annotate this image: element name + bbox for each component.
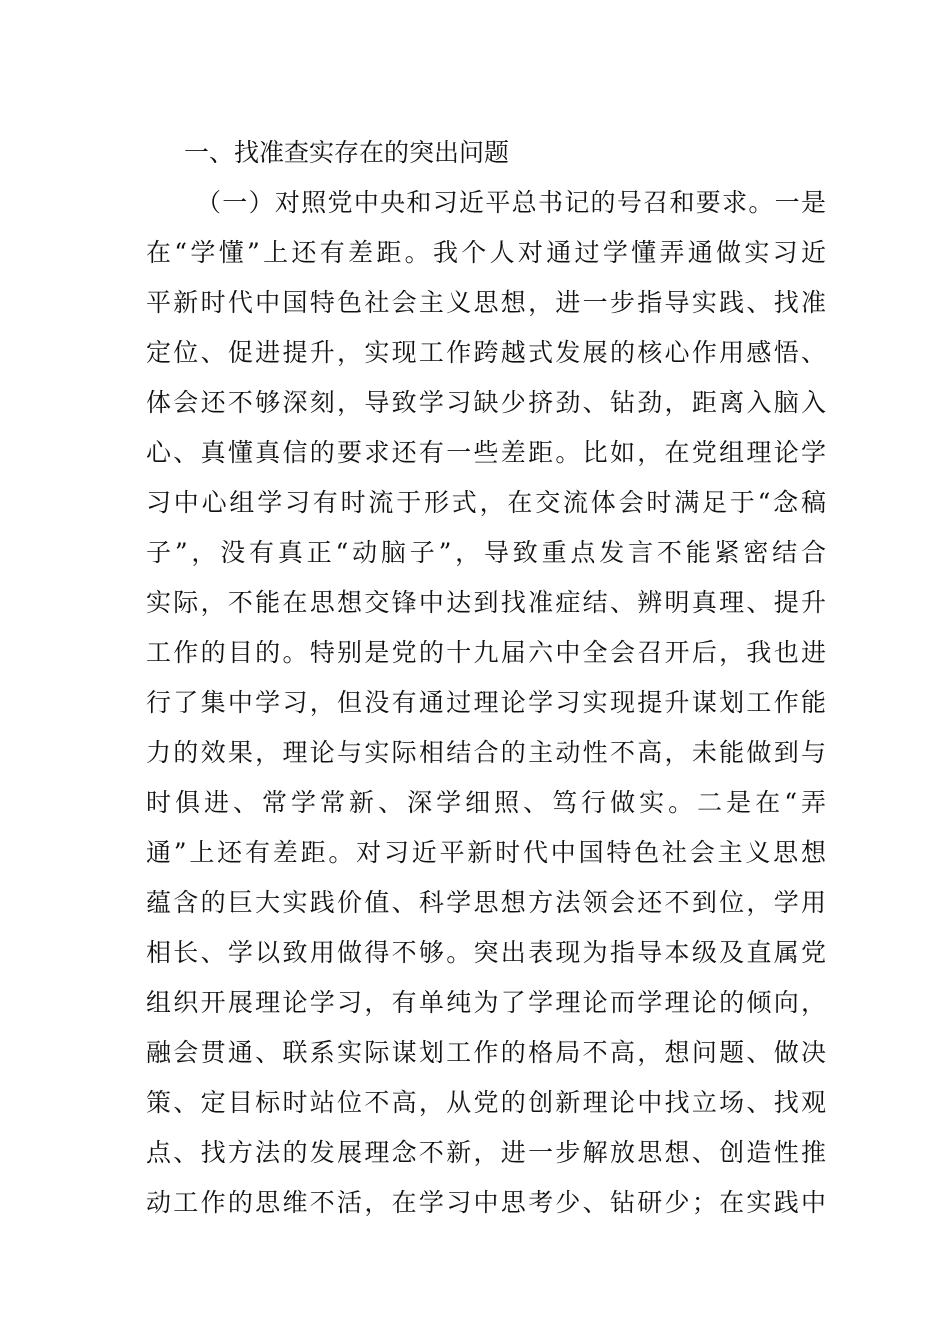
paragraph-line: 策、定目标时站位不高，从党的创新理论中找立场、找观 [146,1088,826,1117]
paragraph-line: 融会贯通、联系实际谋划工作的格局不高，想问题、做决 [146,1038,826,1067]
paragraph-line: 实际，不能在思想交锋中达到找准症结、辨明真理、提升 [146,588,826,617]
paragraph-line: 相长、学以致用做得不够。突出表现为指导本级及直属党 [146,938,826,967]
paragraph-line: （一）对照党中央和习近平总书记的号召和要求。一是 [196,188,826,217]
paragraph-line: 工作的目的。特别是党的十九届六中全会召开后，我也进 [146,638,826,667]
document-body [146,128,826,1228]
paragraph-line: 行了集中学习，但没有通过理论学习实现提升谋划工作能 [146,688,826,717]
paragraph-line: 蕴含的巨大实践价值、科学思想方法领会还不到位，学用 [146,888,826,917]
paragraph-line: 子”，没有真正“动脑子”，导致重点发言不能紧密结合 [146,538,826,567]
paragraph-line: 定位、促进提升，实现工作跨越式发展的核心作用感悟、 [146,338,826,367]
paragraph-line: 组织开展理论学习，有单纯为了学理论而学理论的倾向， [146,988,826,1017]
paragraph-line: 通”上还有差距。对习近平新时代中国特色社会主义思想 [146,838,826,867]
paragraph-line: 心、真懂真信的要求还有一些差距。比如，在党组理论学 [146,438,826,467]
paragraph-line: 动工作的思维不活，在学习中思考少、钻研少；在实践中 [146,1188,826,1217]
paragraph-line: 在“学懂”上还有差距。我个人对通过学懂弄通做实习近 [146,238,826,267]
paragraph-line: 平新时代中国特色社会主义思想，进一步指导实践、找准 [146,288,826,317]
paragraph-line: 习中心组学习有时流于形式，在交流体会时满足于“念稿 [146,488,826,517]
paragraph-line: 时俱进、常学常新、深学细照、笃行做实。二是在“弄 [146,788,826,817]
paragraph-line: 力的效果，理论与实际相结合的主动性不高，未能做到与 [146,738,826,767]
paragraph-line: 体会还不够深刻，导致学习缺少挤劲、钻劲，距离入脑入 [146,388,826,417]
section-heading: 一、找准查实存在的突出问题 [184,138,510,167]
paragraph-line: 点、找方法的发展理念不新，进一步解放思想、创造性推 [146,1138,826,1167]
